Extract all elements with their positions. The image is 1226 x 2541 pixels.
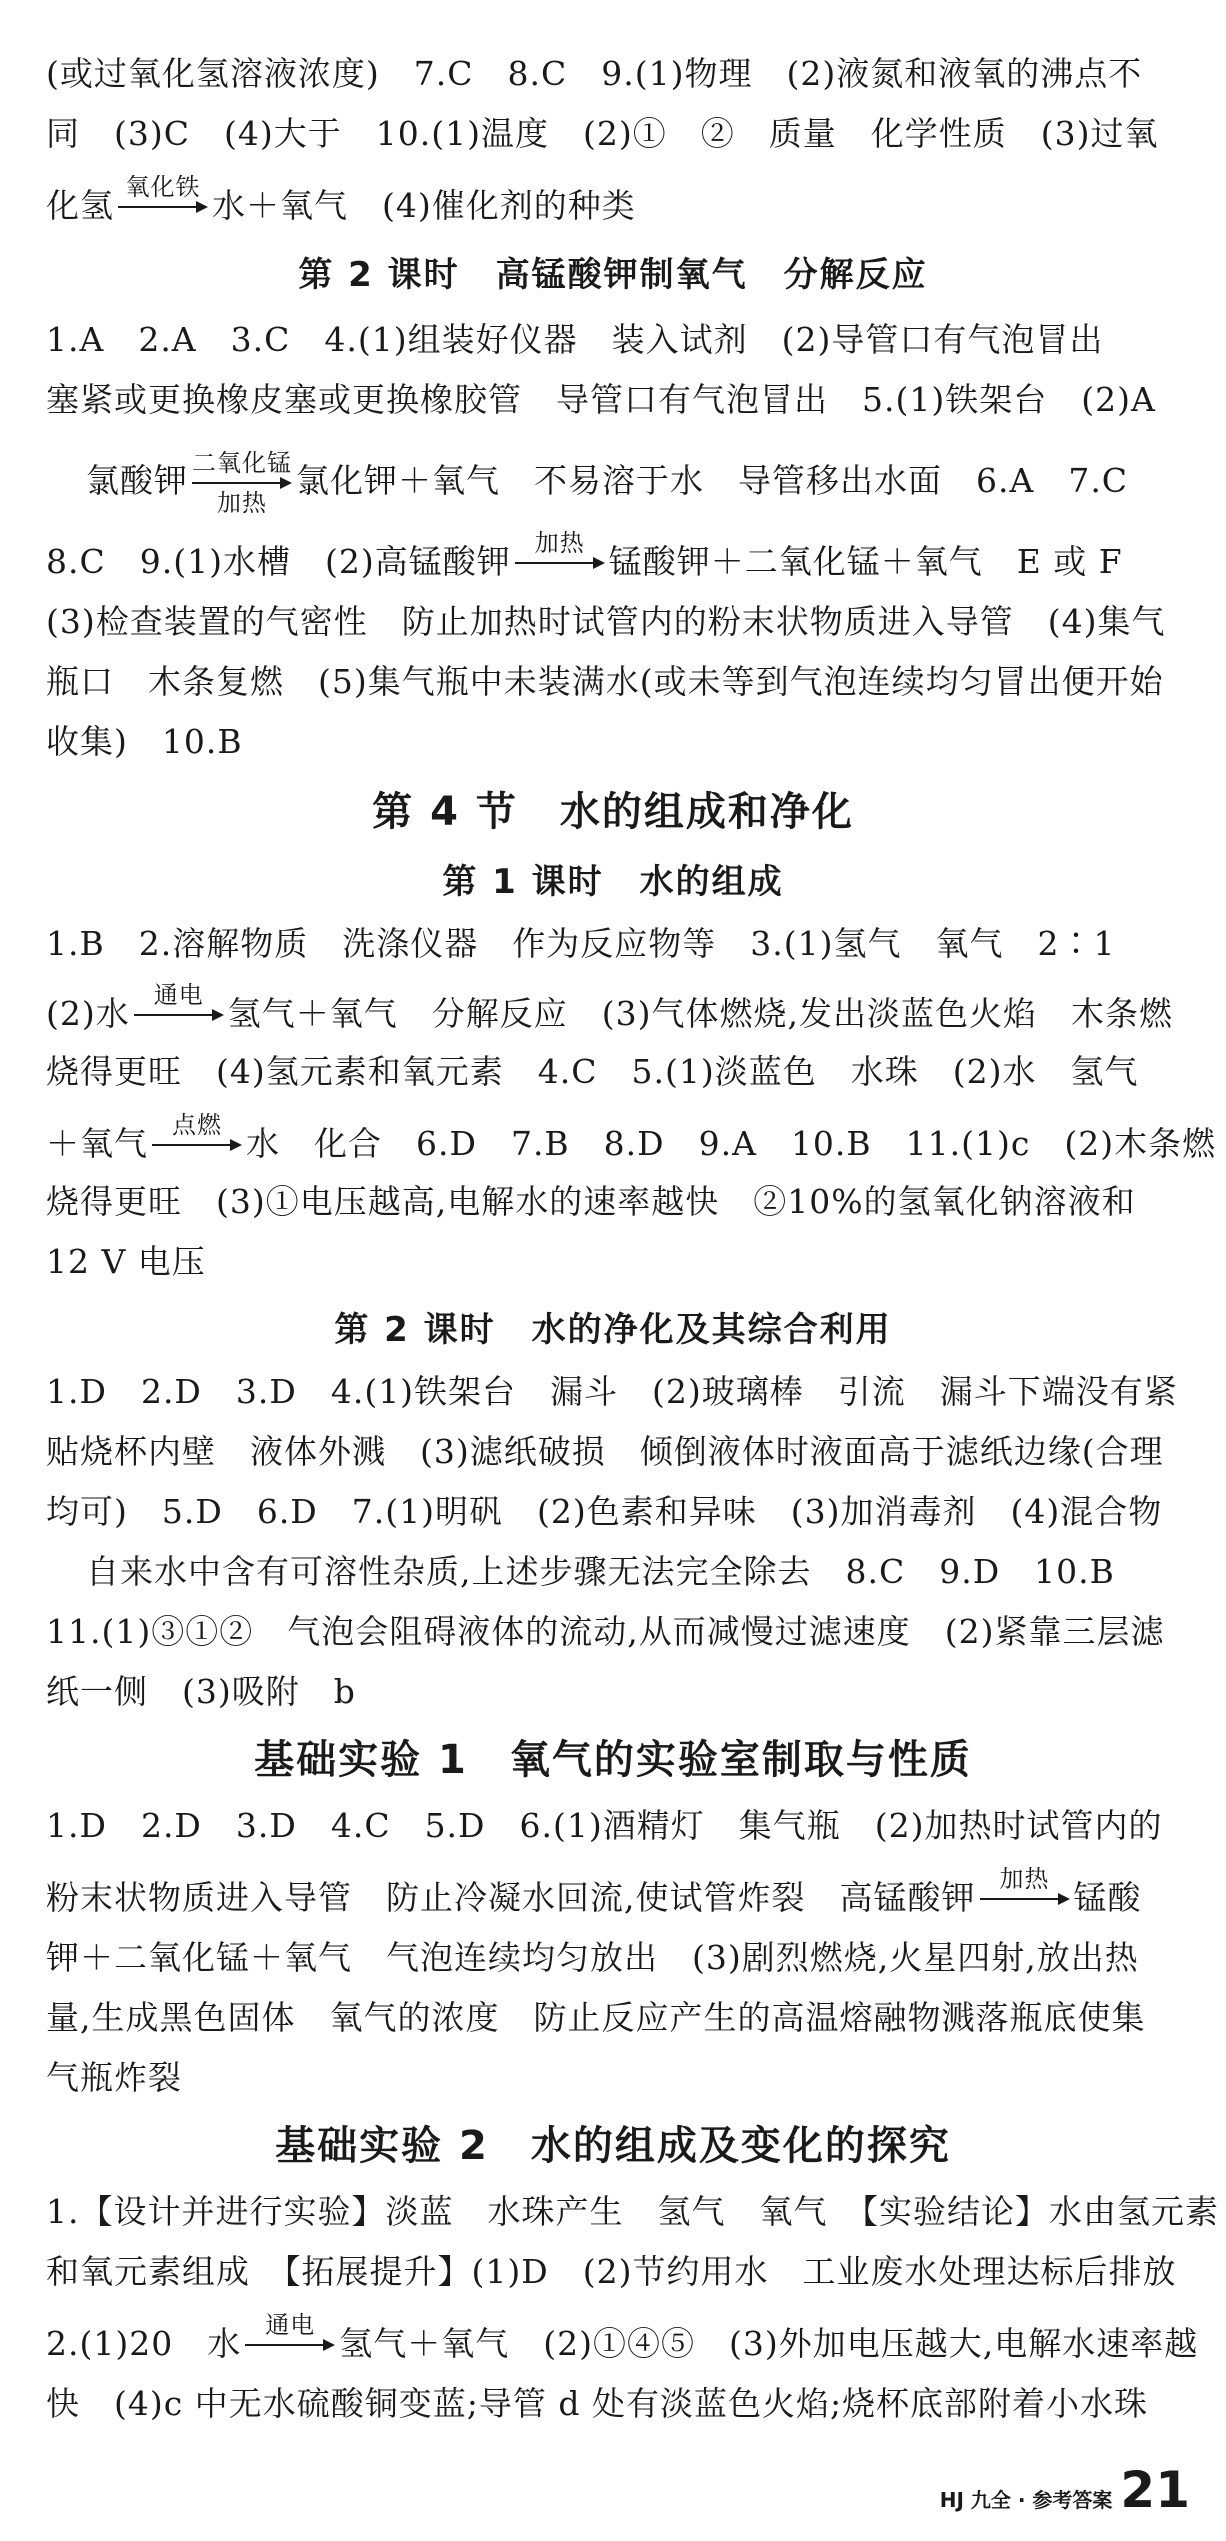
text-line: 12 V 电压: [46, 1242, 206, 1281]
text-line: [46, 2311, 1199, 2366]
reaction-arrow: [134, 982, 224, 1022]
text-line: 自来水中含有可溶性杂质,上述步骤无法完全除去 8.C 9.D 10.B: [86, 1552, 1115, 1591]
text-line: 11.(1)③①② 气泡会阻碍液体的流动,从而减慢过滤速度 (2)紧靠三层滤: [46, 1612, 1165, 1651]
section-heading: 基础实验 2 水的组成及变化的探究: [275, 2123, 951, 2169]
text-line: (或过氧化氢溶液浓度) 7.C 8.C 9.(1)物理 (2)液氮和液氧的沸点不: [46, 54, 1143, 93]
arrow-icon: [192, 476, 292, 490]
reaction-arrow: [515, 530, 605, 570]
text-segment: 2.(1)20 水: [46, 2324, 242, 2363]
reaction-arrow: [192, 450, 292, 516]
text-line: 1.D 2.D 3.D 4.(1)铁架台 漏斗 (2)玻璃棒 引流 漏斗下端没有紧: [46, 1372, 1178, 1411]
text-line: 纸一侧 (3)吸附 b: [46, 1672, 356, 1711]
page-footer: [940, 2461, 1190, 2519]
text-segment: ＋氧气: [46, 1124, 148, 1163]
text-line: 塞紧或更换橡皮塞或更换橡胶管 导管口有气泡冒出 5.(1)铁架台 (2)A: [46, 380, 1156, 419]
reaction-condition: 点燃: [172, 1111, 222, 1139]
text-line: 快 (4)c 中无水硫酸铜变蓝;导管 d 处有淡蓝色火焰;烧杯底部附着小水珠: [46, 2384, 1149, 2423]
text-segment: 化氢: [46, 186, 114, 225]
section-heading: 第 2 课时 水的净化及其综合利用: [334, 1310, 892, 1350]
text-segment: 氯酸钾: [86, 461, 188, 500]
text-line: [46, 1865, 1186, 1920]
text-segment: 水 化合 6.D 7.B 8.D 9.A 10.B 11.(1)c (2)木条燃: [246, 1124, 1217, 1163]
text-line: [46, 981, 1186, 1036]
arrow-icon: [134, 1008, 224, 1022]
section-heading: 基础实验 1 氧气的实验室制取与性质: [254, 1737, 972, 1783]
footer-label: HJ 九全 · 参考答案: [939, 2488, 1113, 2512]
text-line: 气瓶炸裂: [46, 2058, 182, 2097]
text-line: 量,生成黑色固体 氧气的浓度 防止反应产生的高温熔融物溅落瓶底使集: [46, 1998, 1146, 2037]
arrow-icon: [980, 1892, 1070, 1906]
section-heading: 第 1 课时 水的组成: [442, 862, 784, 902]
reaction-condition: 加热: [534, 529, 585, 557]
arrow-icon: [118, 200, 208, 214]
text-line: 同 (3)C (4)大于 10.(1)温度 (2)① ② 质量 化学性质 (3)过氧: [46, 114, 1159, 153]
section-heading: 第 2 课时 高锰酸钾制氧气 分解反应: [298, 255, 928, 295]
text-segment: 氢气＋氧气 分解反应 (3)气体燃烧,发出淡蓝色火焰 木条燃: [227, 994, 1173, 1033]
text-line: [46, 173, 1186, 228]
reaction-arrow: [980, 1866, 1070, 1906]
reaction-condition: 通电: [153, 981, 204, 1009]
text-line: [86, 450, 1226, 516]
text-line: 烧得更旺 (3)①电压越高,电解水的速率越快 ②10%的氢氧化钠溶液和: [46, 1182, 1136, 1221]
text-line: 1.D 2.D 3.D 4.C 5.D 6.(1)酒精灯 集气瓶 (2)加热时试管内的: [46, 1806, 1163, 1845]
text-line: 贴烧杯内壁 液体外溅 (3)滤纸破损 倾倒液体时液面高于滤纸边缘(合理: [46, 1432, 1164, 1471]
arrow-icon: [152, 1138, 242, 1152]
text-line: 1.【设计并进行实验】淡蓝 水珠产生 氢气 氧气 【实验结论】水由氢元素: [46, 2192, 1219, 2231]
text-segment: 粉末状物质进入导管 防止冷凝水回流,使试管炸裂 高锰酸钾: [46, 1878, 976, 1917]
text-line: 和氧元素组成 【拓展提升】(1)D (2)节约用水 工业废水处理达标后排放: [46, 2252, 1177, 2291]
text-line: (3)检查装置的气密性 防止加热时试管内的粉末状物质进入导管 (4)集气: [46, 602, 1166, 641]
text-line: 1.A 2.A 3.C 4.(1)组装好仪器 装入试剂 (2)导管口有气泡冒出: [46, 320, 1104, 359]
arrow-icon: [245, 2338, 335, 2352]
text-line: 1.B 2.溶解物质 洗涤仪器 作为反应物等 3.(1)氢气 氧气 2∶1: [46, 924, 1116, 963]
reaction-condition: 二氧化锰: [192, 449, 292, 477]
arrow-icon: [515, 556, 605, 570]
text-line: [46, 529, 1186, 584]
reaction-arrow: [118, 174, 208, 214]
page-number: 21: [1120, 2461, 1190, 2519]
section-heading: 第 4 节 水的组成和净化: [372, 789, 854, 835]
reaction-condition: 加热: [217, 489, 267, 517]
text-segment: 8.C 9.(1)水槽 (2)高锰酸钾: [46, 542, 511, 581]
text-segment: (2)水: [46, 994, 130, 1033]
text-segment: 氢气＋氧气 (2)①④⑤ (3)外加电压越大,电解水速率越: [339, 2324, 1199, 2363]
reaction-condition: 加热: [999, 1865, 1050, 1893]
text-line: 均可) 5.D 6.D 7.(1)明矾 (2)色素和异味 (3)加消毒剂 (4)混合物: [46, 1492, 1163, 1531]
text-line: 烧得更旺 (4)氢元素和氧元素 4.C 5.(1)淡蓝色 水珠 (2)水 氢气: [46, 1052, 1139, 1091]
text-segment: 锰酸钾＋二氧化锰＋氧气 E 或 F: [608, 542, 1123, 581]
text-line: 瓶口 木条复燃 (5)集气瓶中未装满水(或未等到气泡连续均匀冒出便开始: [46, 662, 1164, 701]
reaction-condition: 通电: [265, 2311, 316, 2339]
text-segment: 水＋氧气 (4)催化剂的种类: [212, 186, 636, 225]
reaction-arrow: [152, 1112, 242, 1152]
text-line: 收集) 10.B: [46, 722, 243, 761]
text-segment: 氯化钾＋氧气 不易溶于水 导管移出水面 6.A 7.C: [296, 461, 1129, 500]
reaction-condition: 氧化铁: [125, 173, 201, 201]
text-line: [46, 1111, 1217, 1166]
reaction-arrow: [245, 2312, 335, 2352]
text-segment: 锰酸: [1073, 1878, 1142, 1917]
text-line: 钾＋二氧化锰＋氧气 气泡连续均匀放出 (3)剧烈燃烧,火星四射,放出热: [46, 1938, 1139, 1977]
